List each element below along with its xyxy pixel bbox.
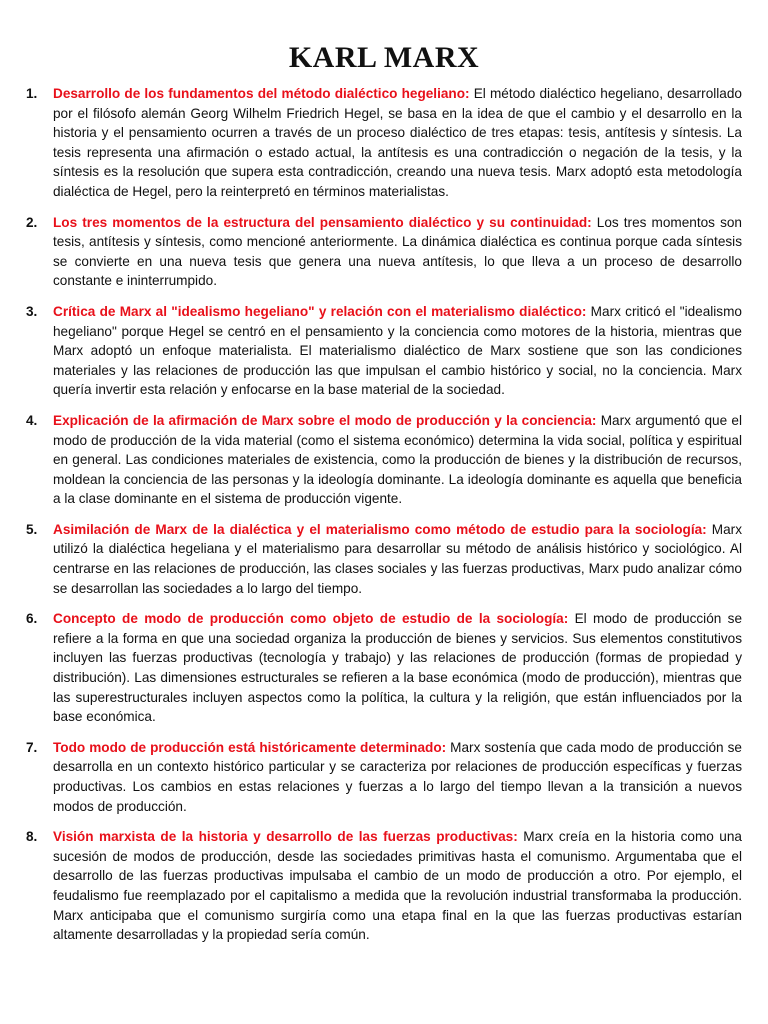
- item-text: El método dialéctico hegeliano, desarrollado por el filósofo alemán Georg Wilhelm Friedrich Hegel, se basa en la idea de que el cambio y el desarrollo en la historia y el pensamiento ocurren a través de un proceso dialéctico de tres etapas: tesis, antítesis y síntesis. La tesis representa una afirmación o estado actual, la antítesis es una contradicción o negación de la tesis, y la síntesis es la resolución que supera esta contradicción, creando una nueva tesis. Marx adoptó esta metodología dialéctica de Hegel, pero la reinterpretó en términos materialistas.: [53, 86, 742, 199]
- list-item: [26, 302, 742, 400]
- item-heading: Crítica de Marx al "idealismo hegeliano" y relación con el materialismo dialéctico:: [53, 303, 587, 319]
- item-heading: Visión marxista de la historia y desarrollo de las fuerzas productivas:: [53, 829, 518, 845]
- list-item: [26, 738, 742, 816]
- item-text: Marx sostenía que cada modo de producción se desarrolla en un contexto histórico particular y se caracteriza por relaciones de producción específicas y fuerzas productivas. Los cambios en estas relaciones y fuerzas a lo largo del tiempo llevan a la transición a nuevos modos de producción.: [53, 739, 742, 814]
- page-title: KARL MARX: [288, 41, 480, 74]
- item-text: Marx argumentó que el modo de producción de la vida material (como el sistema económico) determina la vida social, política y espiritual en general. Las condiciones materiales de existencia, como la producción de bienes y la distribución de recursos, moldean la conciencia de las personas y la ideología dominante. La ideología dominante es aquella que beneficia a la clase dominante en el sistema de producción vigente.: [53, 412, 742, 507]
- item-number: 2.: [26, 214, 38, 230]
- list-item: [26, 609, 742, 727]
- item-number: 8.: [26, 829, 38, 845]
- item-heading: Todo modo de producción está históricamente determinado:: [53, 739, 447, 755]
- item-text: Los tres momentos son tesis, antítesis y síntesis, como mencioné anteriormente. La dinámica dialéctica es continua porque cada síntesis se convierte en una nueva tesis que genera una nueva antítesis, lo que lleva a un proceso de desarrollo constante e ininterrumpido.: [53, 214, 742, 289]
- item-number: 6.: [26, 611, 38, 627]
- item-text: El modo de producción se refiere a la forma en que una sociedad organiza la producción de bienes y servicios. Sus elementos constitutivos incluyen las fuerzas productivas (tecnología y trabajo) y las relaciones de producción (formas de propiedad y distribución). Las dimensiones estructurales se refieren a la base económica (modo de producción), mientras que las superestructurales incluyen aspectos como la política, la cultura y la religión, que están influenciados por la base económica.: [53, 611, 742, 725]
- item-number: 1.: [26, 86, 38, 101]
- item-heading: Concepto de modo de producción como objeto de estudio de la sociología:: [53, 611, 569, 627]
- item-number: 3.: [26, 303, 38, 319]
- item-text: Marx creía en la historia como una sucesión de modos de producción, desde las sociedades primitivas hasta el comunismo. Argumentaba que el desarrollo de las fuerzas productivas impulsaba el cambio de un modo de producción a otro. Por ejemplo, el feudalismo fue reemplazado por el capitalismo a medida que la revolución industrial transformaba la producción. Marx anticipaba que el comunismo surgiría como una etapa final en la que las fuerzas productivas estarían altamente desarrolladas y la propiedad sería común.: [53, 829, 742, 943]
- list-item: [26, 411, 742, 509]
- numbered-list: [26, 84, 742, 945]
- list-item: [26, 520, 742, 598]
- item-text: Marx utilizó la dialéctica hegeliana y el materialismo para desarrollar su método de análisis histórico y sociológico. Al centrarse en las relaciones de producción, las clases sociales y las fuerzas productivas, Marx pudo analizar cómo se desarrollan las sociedades a lo largo del tiempo.: [53, 521, 742, 596]
- item-heading: Los tres momentos de la estructura del pensamiento dialéctico y su continuidad:: [53, 214, 592, 230]
- list-item: [26, 213, 742, 291]
- item-heading: Desarrollo de los fundamentos del método dialéctico hegeliano:: [53, 86, 470, 101]
- item-heading: Explicación de la afirmación de Marx sobre el modo de producción y la conciencia:: [53, 412, 597, 428]
- item-number: 5.: [26, 521, 38, 537]
- list-item: [26, 84, 742, 202]
- item-number: 4.: [26, 412, 38, 428]
- item-heading: Asimilación de Marx de la dialéctica y el materialismo como método de estudio para la sociología:: [53, 521, 707, 537]
- list-item: [26, 827, 742, 945]
- item-number: 7.: [26, 739, 38, 755]
- item-text: Marx criticó el "idealismo hegeliano" porque Hegel se centró en el pensamiento y la conciencia como motores de la historia, mientras que Marx adoptó un enfoque materialista. El materialismo dialéctico de Marx sostiene que son las condiciones materiales y las relaciones de producción las que impulsan el cambio histórico y social, no la conciencia. Marx quería invertir esta relación y enfocarse en la base material de la sociedad.: [53, 303, 742, 398]
